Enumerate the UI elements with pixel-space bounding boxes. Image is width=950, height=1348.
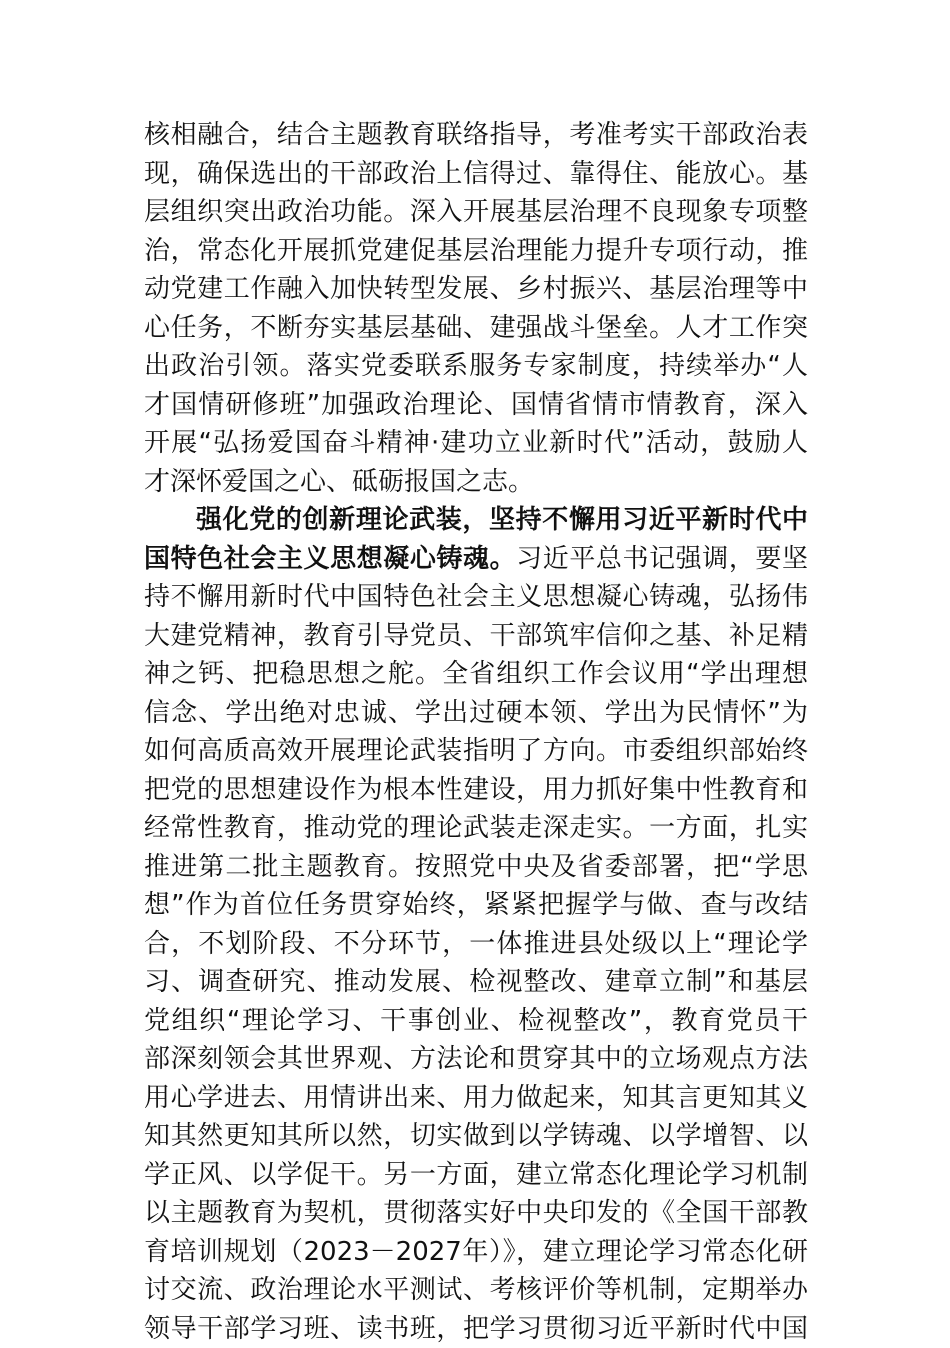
paragraph-line: 治，常态化开展抓党建促基层治理能力提升专项行动，推 (144, 232, 808, 271)
section-heading-bold: 国特色社会主义思想凝心铸魂。 (144, 544, 516, 574)
paragraph-line: 动党建工作融入加快转型发展、乡村振兴、基层治理等中 (144, 270, 808, 309)
paragraph-line: 想”作为首位任务贯穿始终，紧紧把握学与做、查与改结 (144, 886, 808, 925)
paragraph-line: 心任务，不断夯实基层基础、建强战斗堡垒。人才工作突 (144, 309, 808, 348)
paragraph-text: 习近平总书记强调，要坚 (516, 544, 808, 574)
document-body (144, 116, 808, 1348)
paragraph-line: 把党的思想建设作为根本性建设，用力抓好集中性教育和 (144, 771, 808, 810)
paragraph-line: 层组织突出政治功能。深入开展基层治理不良现象专项整 (144, 193, 808, 232)
paragraph-line: 学正风、以学促干。另一方面，建立常态化理论学习机制 (144, 1156, 808, 1195)
paragraph-line: 才深怀爱国之心、砥砺报国之志。 (144, 463, 808, 502)
paragraph-line: 现，确保选出的干部政治上信得过、靠得住、能放心。基 (144, 155, 808, 194)
section-heading-line: 强化党的创新理论武装，坚持不懈用习近平新时代中 (144, 501, 808, 540)
paragraph-line: 神之钙、把稳思想之舵。全省组织工作会议用“学出理想 (144, 655, 808, 694)
paragraph-line: 出政治引领。落实党委联系服务专家制度，持续举办“人 (144, 347, 808, 386)
paragraph-line: 才国情研修班”加强政治理论、国情省情市情教育，深入 (144, 386, 808, 425)
paragraph-line: 用心学进去、用情讲出来、用力做起来，知其言更知其义 (144, 1079, 808, 1118)
paragraph-line: 党组织“理论学习、干事创业、检视整改”，教育党员干 (144, 1002, 808, 1041)
paragraph-line: 知其然更知其所以然，切实做到以学铸魂、以学增智、以 (144, 1117, 808, 1156)
paragraph-line: 信念、学出绝对忠诚、学出过硬本领、学出为民情怀”为 (144, 694, 808, 733)
paragraph-line: 如何高质高效开展理论武装指明了方向。市委组织部始终 (144, 732, 808, 771)
paragraph-line: 讨交流、政治理论水平测试、考核评价等机制，定期举办 (144, 1271, 808, 1310)
paragraph-line: 部深刻领会其世界观、方法论和贯穿其中的立场观点方法 (144, 1040, 808, 1079)
paragraph-line: 合，不划阶段、不分环节，一体推进县处级以上“理论学 (144, 925, 808, 964)
paragraph-line: 核相融合，结合主题教育联络指导，考准考实干部政治表 (144, 116, 808, 155)
paragraph-line: 持不懈用新时代中国特色社会主义思想凝心铸魂，弘扬伟 (144, 578, 808, 617)
paragraph-line: 推进第二批主题教育。按照党中央及省委部署，把“学思 (144, 848, 808, 887)
paragraph-line: 习、调查研究、推动发展、检视整改、建章立制”和基层 (144, 963, 808, 1002)
paragraph-line: 大建党精神，教育引导党员、干部筑牢信仰之基、补足精 (144, 617, 808, 656)
paragraph-line: 经常性教育，推动党的理论武装走深走实。一方面，扎实 (144, 809, 808, 848)
paragraph-line: 以主题教育为契机，贯彻落实好中央印发的《全国干部教 (144, 1194, 808, 1233)
paragraph-line: 育培训规划（2023－2027年）》，建立理论学习常态化研 (144, 1233, 808, 1272)
paragraph-line: 开展“弘扬爱国奋斗精神·建功立业新时代”活动，鼓励人 (144, 424, 808, 463)
section-heading-line-mixed (144, 540, 808, 579)
paragraph-line: 领导干部学习班、读书班，把学习贯彻习近平新时代中国 (144, 1310, 808, 1348)
